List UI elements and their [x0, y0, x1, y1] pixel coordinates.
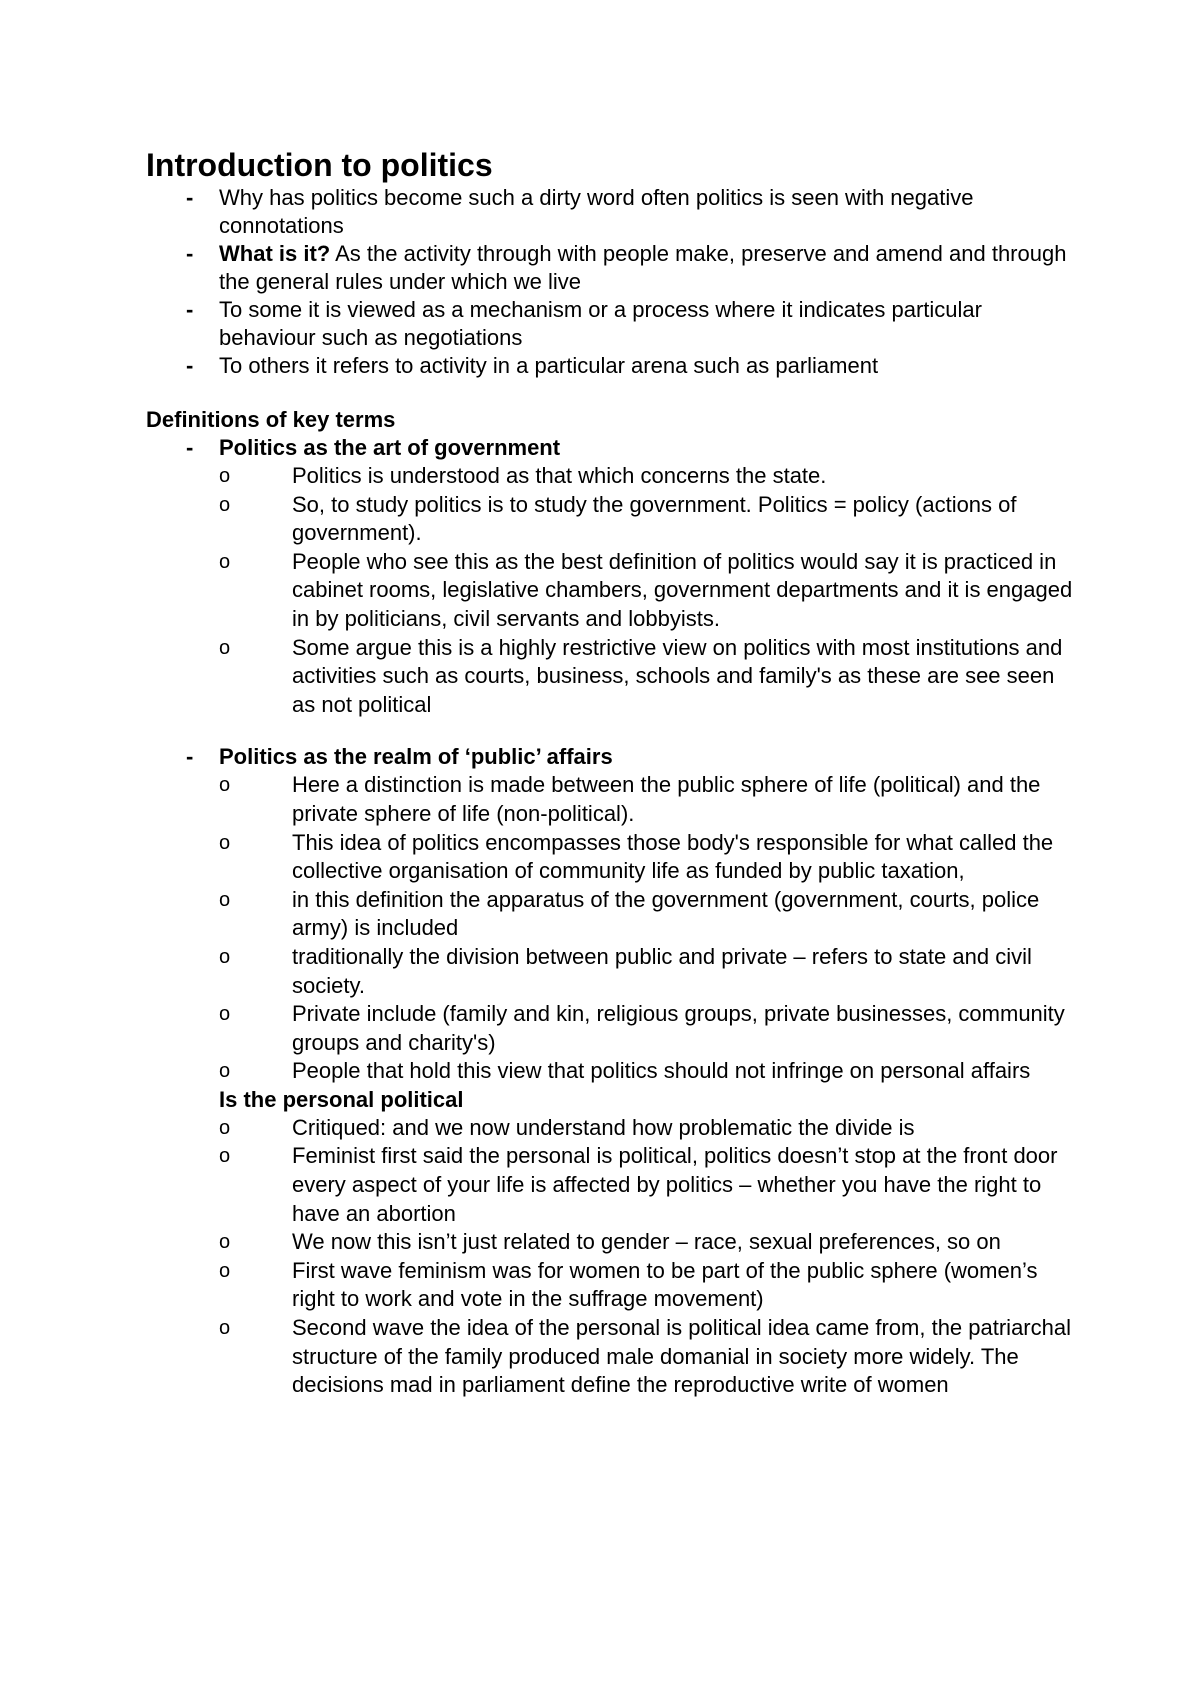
circle-bullet: o: [219, 945, 231, 968]
list-item: [219, 1114, 1076, 1143]
circle-bullet: o: [219, 774, 231, 797]
list-item: [219, 829, 1076, 886]
list-item: [219, 1228, 1076, 1257]
item-text: Private include (family and kin, religious groups, private businesses, community groups and charity's): [292, 1001, 1065, 1055]
circle-bullet: o: [219, 1003, 231, 1026]
circle-bullet: o: [219, 1231, 231, 1254]
circle-bullet: o: [219, 1060, 231, 1083]
section-heading-definitions: Definitions of key terms: [146, 407, 396, 432]
circle-bullet: o: [219, 1317, 231, 1340]
list-item: [219, 1057, 1076, 1086]
dash-bullet: -: [186, 353, 194, 378]
list-item: [219, 943, 1076, 1000]
spacer: [146, 719, 1076, 743]
dash-bullet: -: [186, 744, 194, 770]
item-text: To some it is viewed as a mechanism or a process where it indicates particular behaviour such as negotiations: [219, 297, 982, 350]
item-text: Second wave the idea of the personal is political idea came from, the patriarchal structure of the family produced male domanial in society more widely. The decisions mad in parliament define the reproductive write of women: [292, 1315, 1071, 1398]
list-item: [219, 1314, 1076, 1400]
circle-bullet: o: [219, 1116, 231, 1139]
list-item: [219, 1142, 1076, 1228]
list-item: [146, 240, 1076, 296]
item-text: Why has politics become such a dirty word often politics is seen with negative connotations: [219, 185, 974, 238]
circle-bullet: o: [219, 1145, 231, 1168]
definition-heading: Politics as the realm of ‘public’ affairs: [219, 744, 613, 770]
document-content: [146, 146, 1076, 1400]
item-text: traditionally the division between public and private – refers to state and civil society.: [292, 943, 1032, 998]
list-item: [219, 462, 1076, 491]
definitions-list: [146, 434, 1076, 1400]
circle-bullet: o: [219, 465, 231, 487]
art-of-government-items: [219, 462, 1076, 719]
list-item: [219, 1000, 1076, 1057]
item-text: Feminist first said the personal is political, politics doesn’t stop at the front door every aspect of your life is affected by politics – whether you have the right to have an abortion: [292, 1143, 1058, 1226]
list-item: [219, 491, 1076, 548]
circle-bullet: o: [219, 550, 231, 573]
dash-bullet: -: [186, 297, 194, 322]
subheading-personal-political: Is the personal political: [219, 1086, 464, 1112]
item-text: Some argue this is a highly restrictive view on politics with most institutions and activities such as courts, business, schools and family's as these are see seen as not political: [292, 634, 1063, 717]
list-item: [146, 184, 1076, 240]
list-item: [219, 1257, 1076, 1314]
list-item: [146, 352, 1076, 380]
item-text: Here a distinction is made between the public sphere of life (political) and the private sphere of life (non-political).: [292, 772, 1041, 826]
list-item: [219, 771, 1076, 828]
dash-bullet: -: [186, 185, 194, 210]
circle-bullet: o: [219, 1259, 231, 1282]
item-text: Politics is understood as that which concerns the state.: [292, 463, 827, 488]
item-bold-lead: What is it?: [219, 241, 331, 266]
definition-public-affairs: [146, 743, 1076, 1399]
list-item: [219, 634, 1076, 720]
circle-bullet: o: [219, 831, 231, 854]
item-text: First wave feminism was for women to be part of the public sphere (women’s right to work and vote in the suffrage movement): [292, 1257, 1038, 1312]
list-item: [219, 886, 1076, 943]
item-text: People who see this as the best definition of politics would say it is practiced in cabinet rooms, legislative chambers, government departments and it is engaged in by politicians, civil servants and lobbyists.: [292, 548, 1073, 631]
public-affairs-items: [219, 771, 1076, 1086]
item-text: This idea of politics encompasses those body's responsible for what called the collective organisation of community life as funded by public taxation,: [292, 829, 1054, 884]
list-item: [219, 548, 1076, 634]
page-title: Introduction to politics: [146, 147, 493, 183]
circle-bullet: o: [219, 888, 231, 911]
item-text: Critiqued: and we now understand how problematic the divide is: [292, 1114, 915, 1140]
item-text: As the activity through with people make, preserve and amend and through the general rules under which we live: [219, 241, 1067, 294]
item-text: in this definition the apparatus of the government (government, courts, police army) is included: [292, 886, 1040, 941]
list-item: [146, 296, 1076, 352]
item-text: To others it refers to activity in a particular arena such as parliament: [219, 353, 879, 378]
item-text: We now this isn’t just related to gender – race, sexual preferences, so on: [292, 1229, 1001, 1255]
definition-art-of-government: [146, 434, 1076, 719]
circle-bullet: o: [219, 636, 231, 659]
item-text: So, to study politics is to study the government. Politics = policy (actions of government).: [292, 491, 1017, 546]
item-text: People that hold this view that politics should not infringe on personal affairs: [292, 1058, 1031, 1084]
dash-bullet: -: [186, 241, 194, 266]
intro-list: [146, 184, 1076, 380]
dash-bullet: -: [186, 435, 194, 460]
personal-political-items: [219, 1114, 1076, 1400]
definition-heading: Politics as the art of government: [219, 435, 561, 460]
circle-bullet: o: [219, 493, 231, 516]
